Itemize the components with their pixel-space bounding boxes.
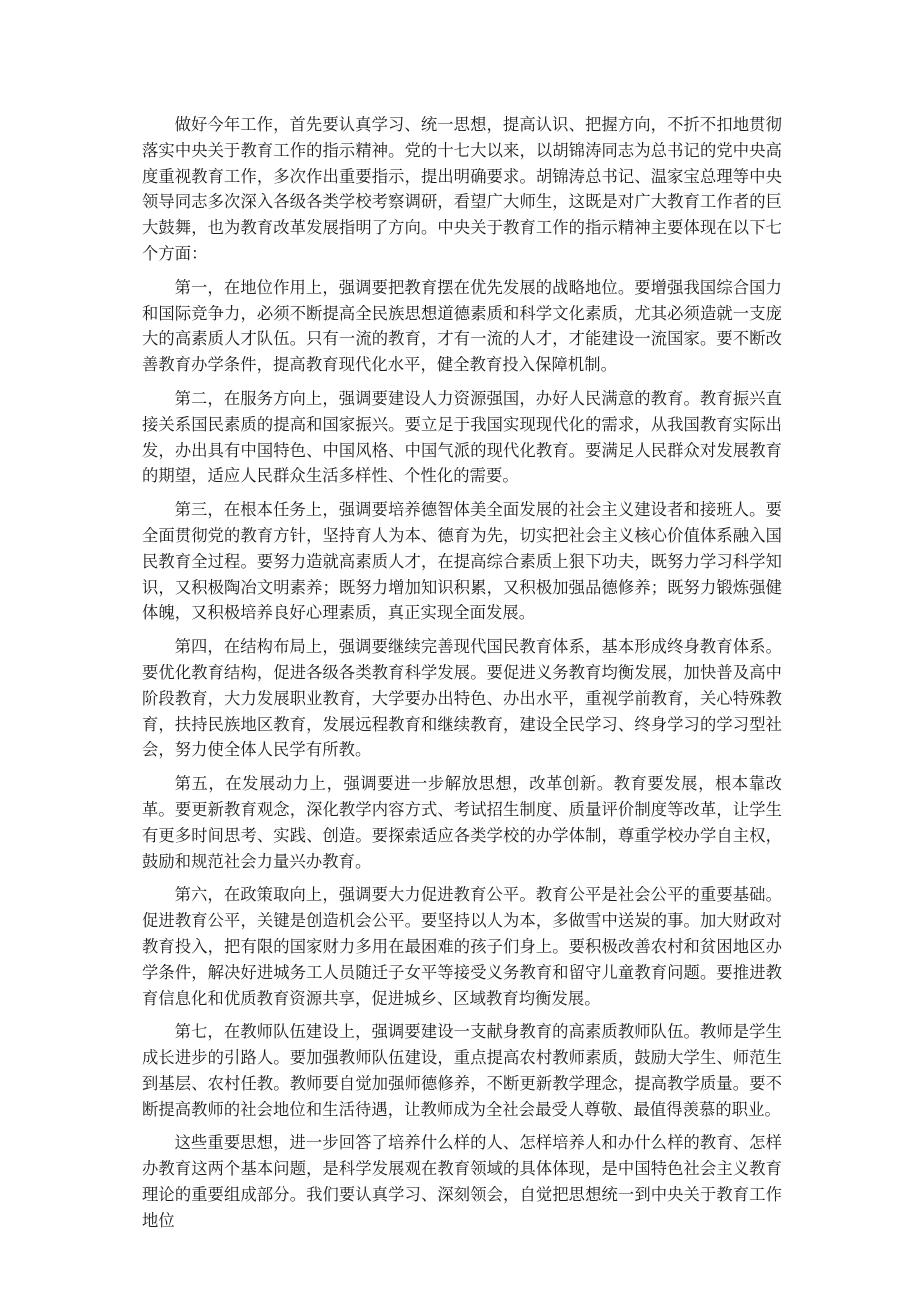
paragraph-point-3: 第三，在根本任务上，强调要培养德智体美全面发展的社会主义建设者和接班人。要全面贯彻党的教育方针，坚持育人为本、德育为先，切实把社会主义核心价值体系融入国民教育全过程。要努力造就高素质人才，在提高综合素质上狠下功夫，既努力学习科学知识，又积极陶冶文明素养；既努力增加知识积累，又积极加强品德修养；既努力锻炼强健体魄，又积极培养良好心理素质，真正实现全面发展。: [142, 500, 782, 623]
paragraph-point-5: 第五，在发展动力上，强调要进一步解放思想，改革创新。教育要发展，根本靠改革。要更新教育观念，深化教学内容方式、考试招生制度、质量评价制度等改革，让学生有更多时间思考、实践、创造。要探索适应各类学校的办学体制，尊重学校办学自主权，鼓励和规范社会力量兴办教育。: [142, 774, 782, 871]
paragraph-point-7: 第七，在教师队伍建设上，强调要建设一支献身教育的高素质教师队伍。教师是学生成长进步的引路人。要加强教师队伍建设，重点提高农村教师素质，鼓励大学生、师范生到基层、农村任教。教师要自觉加强师德修养，不断更新教学理念，提高教学质量。要不断提高教师的社会地位和生活待遇，让教师成为全社会最受人尊敬、最值得羡慕的职业。: [142, 1022, 782, 1119]
paragraph-point-2: 第二，在服务方向上，强调要建设人力资源强国，办好人民满意的教育。教育振兴直接关系国民素质的提高和国家振兴。要立足于我国实现现代化的需求，从我国教育实际出发，办出具有中国特色、中国风格、中国气派的现代化教育。要满足人民群众对发展教育的期望，适应人民群众生活多样性、个性化的需要。: [142, 388, 782, 486]
paragraph-point-1: 第一，在地位作用上，强调要把教育摆在优先发展的战略地位。要增强我国综合国力和国际竞争力，必须不断提高全民族思想道德素质和科学文化素质，尤其必须造就一支庞大的高素质人才队伍。只有一流的教育，才有一流的人才，才能建设一流国家。要不断改善教育办学条件，提高教育现代化水平，健全教育投入保障机制。: [142, 277, 782, 375]
paragraph-intro: 做好今年工作，首先要认真学习、统一思想，提高认识、把握方向，不折不扣地贯彻落实中央关于教育工作的指示精神。党的十七大以来，以胡锦涛同志为总书记的党中央高度重视教育工作，多次作出重要指示，提出明确要求。胡锦涛总书记、温家宝总理等中央领导同志多次深入各级各类学校考察调研，看望广大师生，这既是对广大教育工作者的巨大鼓舞，也为教育改革发展指明了方向。中央关于教育工作的指示精神主要体现在以下七个方面：: [142, 115, 782, 263]
document-page: [142, 112, 782, 1242]
paragraph-conclusion: 这些重要思想，进一步回答了培养什么样的人、怎样培养人和办什么样的教育、怎样办教育这两个基本问题，是科学发展观在教育领域的具体体现，是中国特色社会主义教育理论的重要组成部分。我们要认真学习、深刻领会，自觉把思想统一到中央关于教育工作地位: [142, 1133, 782, 1230]
paragraph-point-4: 第四，在结构布局上，强调要继续完善现代国民教育体系，基本形成终身教育体系。要优化教育结构，促进各级各类教育科学发展。要促进义务教育均衡发展，加快普及高中阶段教育，大力发展职业教育，大学要办出特色、办出水平，重视学前教育，关心特殊教育，扶持民族地区教育，发展远程教育和继续教育，建设全民学习、终身学习的学习型社会，努力使全体人民学有所教。: [142, 637, 782, 760]
paragraph-point-6: 第六，在政策取向上，强调要大力促进教育公平。教育公平是社会公平的重要基础。促进教育公平，关键是创造机会公平。要坚持以人为本，多做雪中送炭的事。加大财政对教育投入，把有限的国家财力多用在最困难的孩子们身上。要积极改善农村和贫困地区办学条件，解决好进城务工人员随迁子女平等接受义务教育和留守儿童教育问题。要推进教育信息化和优质教育资源共享，促进城乡、区域教育均衡发展。: [142, 885, 782, 1008]
